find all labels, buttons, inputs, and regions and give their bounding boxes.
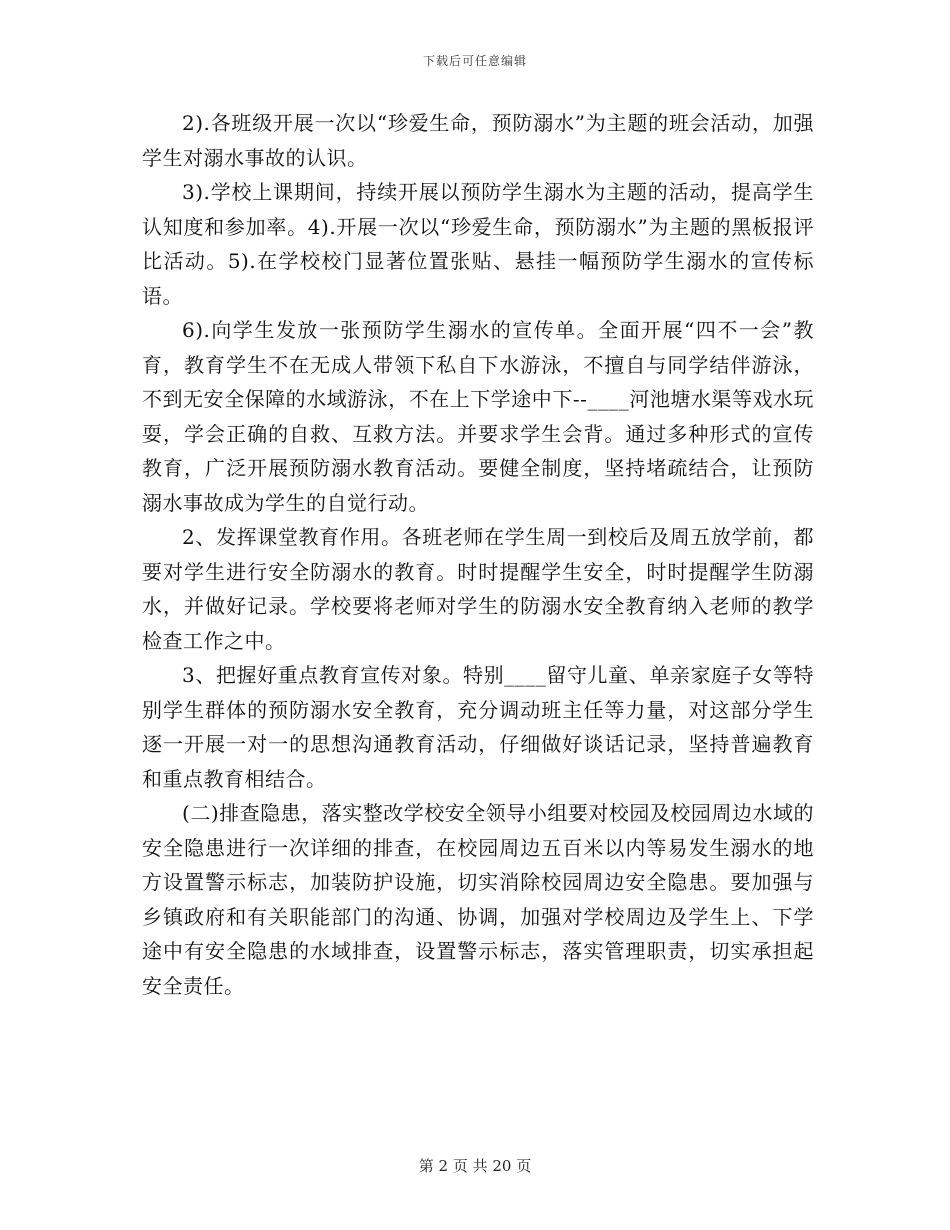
paragraph-classroom-education: 2、发挥课堂教育作用。各班老师在学生周一到校后及周五放学前，都要对学生进行安全防溺水的教育。时时提醒学生安全，时时提醒学生防溺水，并做好记录。学校要将老师对学生的防溺水安全教育纳入老师的教学检查工作之中。	[142, 525, 814, 653]
page-number: 第 2 页 共 20 页	[418, 1157, 532, 1175]
page-header: 下载后可任意编辑	[422, 54, 527, 68]
paragraph-hazard-inspection: (二)排查隐患，落实整改学校安全领导小组要对校园及校园周边水域的安全隐患进行一次详细的排查，在校园周边五百米以内等易发生溺水的地方设置警示标志，加装防护设施，切实消除校园周边安全隐患。要加强与乡镇政府和有关职能部门的沟通、协调，加强对学校周边及学生上、下学途中有安全隐患的水域排查，设置警示标志，落实管理职责，切实承担起安全责任。	[142, 801, 814, 998]
paragraph-four-nots-education: 6).向学生发放一张预防学生溺水的宣传单。全面开展“四不一会”教育，教育学生不在无成人带领下私自下水游泳，不擅自与同学结伴游泳，不到无安全保障的水域游泳，不在上下学途中下--____河池塘水渠等戏水玩耍，学会正确的自救、互救方法。并要求学生会背。通过多种形式的宣传教育，广泛开展预防溺水教育活动。要健全制度，坚持堵疏结合，让预防溺水事故成为学生的自觉行动。	[142, 318, 814, 515]
paragraph-key-target-groups: 3、把握好重点教育宣传对象。特别____留守儿童、单亲家庭子女等特别学生群体的预防溺水安全教育，充分调动班主任等力量，对这部分学生逐一开展一对一的思想沟通教育活动，仔细做好谈话记录，坚持普遍教育和重点教育相结合。	[142, 663, 814, 791]
paragraph-class-meeting: 2).各班级开展一次以“珍爱生命，预防溺水”为主题的班会活动，加强学生对溺水事故的认识。	[142, 111, 814, 170]
document-body	[142, 106, 814, 1003]
paragraph-school-activities: 3).学校上课期间，持续开展以预防学生溺水为主题的活动，提高学生认知度和参加率。4).开展一次以“珍爱生命，预防溺水”为主题的黑板报评比活动。5).在学校校门显著位置张贴、悬挂一幅预防学生溺水的宣传标语。	[142, 180, 814, 308]
